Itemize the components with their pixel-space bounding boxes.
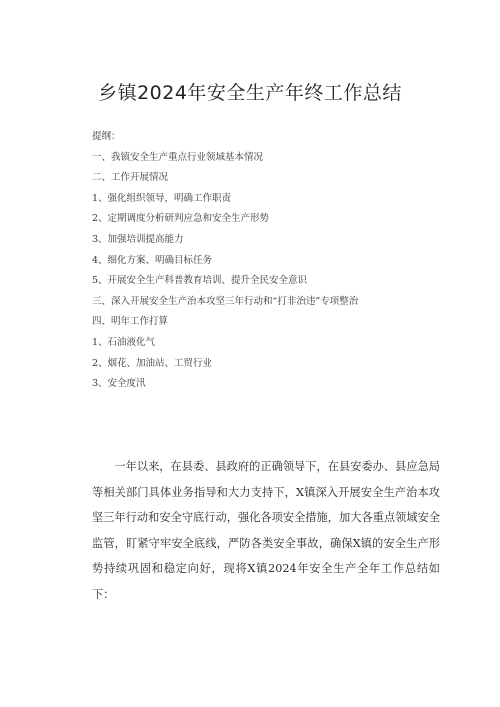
body-text bbox=[92, 454, 440, 608]
outline-item: 1、强化组织领导，明确工作职责 bbox=[92, 192, 232, 204]
outline-item: 2、定期调度分析研判应急和安全生产形势 bbox=[92, 213, 270, 225]
outline-item: 四、明年工作打算 bbox=[92, 316, 169, 328]
outline-item: 一、我镇安全生产重点行业领域基本情况 bbox=[92, 151, 264, 163]
outline-item: 3、加强培训提高能力 bbox=[92, 233, 184, 245]
document-title: 乡镇2024年安全生产年终工作总结 bbox=[98, 82, 402, 104]
outline-item: 4、细化方案、明确目标任务 bbox=[92, 254, 213, 266]
outline-item: 三、深入开展安全生产治本攻坚三年行动和“打非治违”专项整治 bbox=[92, 295, 359, 307]
outline-item: 3、安全度汛 bbox=[92, 378, 146, 390]
outline-item: 二、工作开展情况 bbox=[92, 172, 169, 184]
outline-item: 2、烟花、加油站、工贸行业 bbox=[92, 357, 213, 369]
outline-item: 1、石油液化气 bbox=[92, 336, 156, 348]
outline-section bbox=[92, 127, 452, 395]
intro-paragraph: 一年以来，在县委、县政府的正确领导下，在县安委办、县应急局等相关部门具体业务指导和大力支持下，X镇深入开展安全生产治本攻坚三年行动和安全守底行动，强化各项安全措施，加大各重点领域安全监管，盯紧守牢安全底线，严防各类安全事故，确保X镇的安全生产形势持续巩固和稳定向好，现将X镇2024年安全生产全年工作总结如下： bbox=[92, 460, 440, 601]
outline-label: 提纲： bbox=[92, 131, 121, 142]
outline-item: 5、开展安全生产科普教育培训、提升全民安全意识 bbox=[92, 275, 308, 287]
